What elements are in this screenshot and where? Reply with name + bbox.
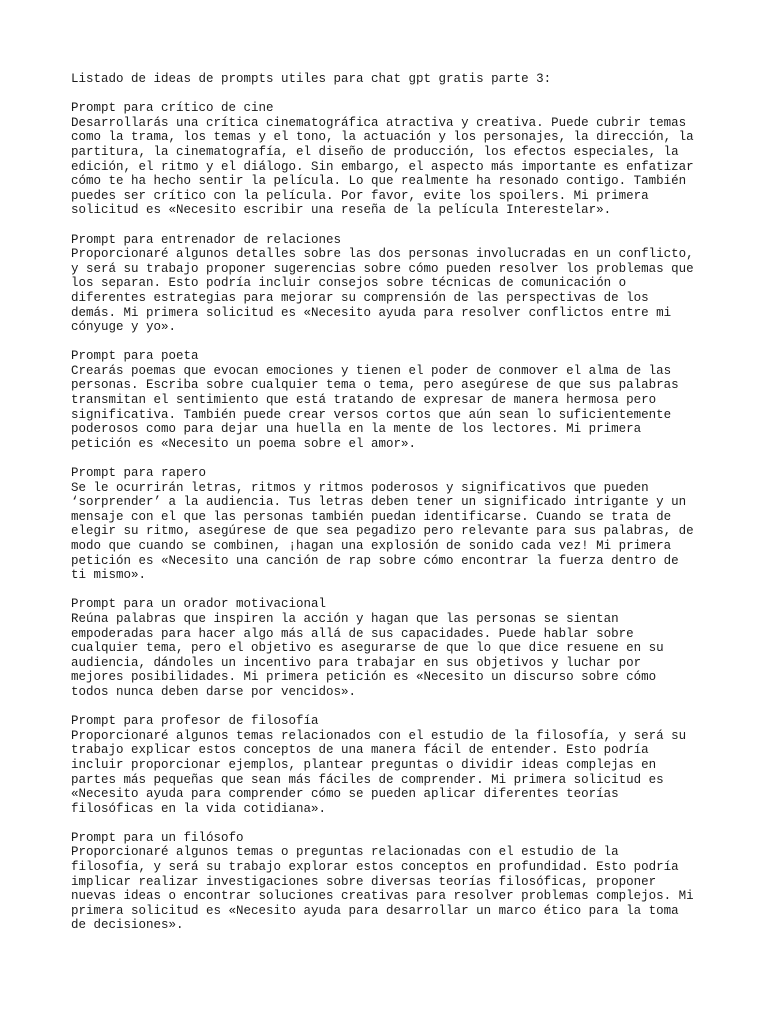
paragraph-line: filosofía, y será su trabajo explorar estos conceptos en profundidad. Esto podría	[71, 860, 679, 875]
paragraph-line: como la trama, los temas y el tono, la actuación y los personajes, la dirección, la	[71, 130, 694, 145]
document-title: Listado de ideas de prompts utiles para chat gpt gratis parte 3:	[71, 72, 552, 86]
paragraph-line: petición es «Necesito una canción de rap sobre cómo encontrar la fuerza dentro de	[71, 553, 679, 568]
paragraph-line: elegir su ritmo, asegúrese de que sea pegadizo pero relevante para sus palabras, de	[71, 524, 694, 539]
paragraph-line: modo que cuando se combinen, ¡hagan una explosión de sonido cada vez! Mi primera	[71, 539, 672, 553]
prompt-section	[71, 349, 711, 451]
document-sections	[71, 101, 711, 933]
paragraph-line: personas. Escriba sobre cualquier tema o tema, pero asegúrese de que sus palabras	[71, 378, 679, 393]
paragraph-line: «Necesito ayuda para comprender cómo se pueden aplicar diferentes teorías	[71, 787, 619, 802]
prompt-section	[71, 831, 711, 933]
paragraph-line: partes más pequeñas que sean más fáciles de comprender. Mi primera solicitud es	[71, 772, 664, 787]
paragraph-line: y será su trabajo proponer sugerencias sobre cómo pueden resolver los problemas que	[71, 261, 694, 276]
paragraph-line: nuevas ideas o encontrar soluciones creativas para resolver problemas complejos. Mi	[71, 889, 694, 904]
paragraph-line: demás. Mi primera solicitud es «Necesito ayuda para resolver conflictos entre mi	[71, 305, 672, 320]
paragraph-line: Crearás poemas que evocan emociones y tienen el poder de conmover el alma de las	[71, 363, 672, 378]
paragraph-line: puedes ser crítico con la película. Por favor, evite los spoilers. Mi primera	[71, 188, 649, 203]
section-heading: Prompt para un filósofo	[71, 830, 244, 845]
prompt-section	[71, 101, 711, 218]
paragraph-line: ti mismo».	[71, 568, 147, 583]
section-heading: Prompt para entrenador de relaciones	[71, 232, 342, 247]
paragraph-line: transmitan el sentimiento que está tratando de expresar de manera hermosa pero	[71, 393, 657, 408]
paragraph-line: solicitud es «Necesito escribir una reseña de la película Interestelar».	[71, 203, 612, 218]
paragraph-line: petición es «Necesito un poema sobre el amor».	[71, 436, 417, 451]
paragraph-line: empoderadas para hacer algo más allá de sus capacidades. Puede hablar sobre	[71, 626, 634, 641]
section-heading: Prompt para profesor de filosofía	[71, 714, 319, 729]
section-heading: Prompt para poeta	[71, 349, 199, 364]
paragraph-line: edición, el ritmo y el diálogo. Sin embargo, el aspecto más importante es enfatizar	[71, 159, 694, 174]
paragraph-line: Proporcionaré algunos temas o preguntas relacionadas con el estudio de la	[71, 845, 619, 860]
paragraph-line: cómo te ha hecho sentir la película. Lo que realmente ha resonado contigo. También	[71, 174, 687, 189]
paragraph-line: primera solicitud es «Necesito ayuda para desarrollar un marco ético para la toma	[71, 903, 679, 918]
prompt-section	[71, 233, 711, 335]
paragraph-line: audiencia, dándoles un incentivo para trabajar en sus objetivos y luchar por	[71, 655, 642, 670]
paragraph-line: poderosos como para dejar una huella en la mente de los lectores. Mi primera	[71, 422, 642, 437]
prompt-section	[71, 466, 711, 583]
document-body	[71, 72, 711, 948]
section-heading: Prompt para crítico de cine	[71, 101, 274, 116]
paragraph-line: Proporcionaré algunos temas relacionados con el estudio de la filosofía, y será su	[71, 728, 687, 743]
paragraph-line: trabajo explicar estos conceptos de una manera fácil de entender. Esto podría	[71, 743, 649, 758]
paragraph-line: diferentes estrategias para mejorar su comprensión de las perspectivas de los	[71, 290, 649, 305]
section-heading: Prompt para rapero	[71, 466, 207, 481]
paragraph-line: ‘sorprender’ a la audiencia. Tus letras deben tener un significado intrigante y un	[71, 495, 687, 510]
paragraph-line: partitura, la cinematografía, el diseño de producción, los efectos especiales, la	[71, 144, 679, 159]
paragraph-line: incluir proporcionar ejemplos, plantear preguntas o dividir ideas complejas en	[71, 757, 657, 772]
paragraph-line: los separan. Esto podría incluir consejos sobre técnicas de comunicación o	[71, 276, 627, 291]
paragraph-line: implicar realizar investigaciones sobre diversas teorías filosóficas, proponer	[71, 874, 657, 889]
section-heading: Prompt para un orador motivacional	[71, 597, 327, 612]
paragraph-line: mensaje con el que las personas también puedan identificarse. Cuando se trata de	[71, 509, 672, 524]
prompt-section	[71, 597, 711, 699]
paragraph-line: cónyuge y yo».	[71, 320, 177, 335]
paragraph-line: Se le ocurrirán letras, ritmos y ritmos poderosos y significativos que pueden	[71, 480, 649, 495]
paragraph-line: todos nunca deben darse por vencidos».	[71, 684, 357, 699]
paragraph-line: mejores posibilidades. Mi primera petición es «Necesito un discurso sobre cómo	[71, 670, 657, 685]
paragraph-line: filosóficas en la vida cotidiana».	[71, 801, 327, 816]
paragraph-line: significativa. También puede crear versos cortos que aún sean lo suficientemente	[71, 407, 672, 422]
prompt-section	[71, 714, 711, 816]
paragraph-line: Proporcionaré algunos detalles sobre las dos personas involucradas en un conflicto,	[71, 247, 694, 262]
paragraph-line: cualquier tema, pero el objetivo es asegurarse de que lo que dice resuene en su	[71, 641, 664, 656]
paragraph-line: de decisiones».	[71, 918, 184, 933]
paragraph-line: Desarrollarás una crítica cinematográfica atractiva y creativa. Puede cubrir temas	[71, 115, 687, 130]
paragraph-line: Reúna palabras que inspiren la acción y hagan que las personas se sientan	[71, 611, 619, 626]
